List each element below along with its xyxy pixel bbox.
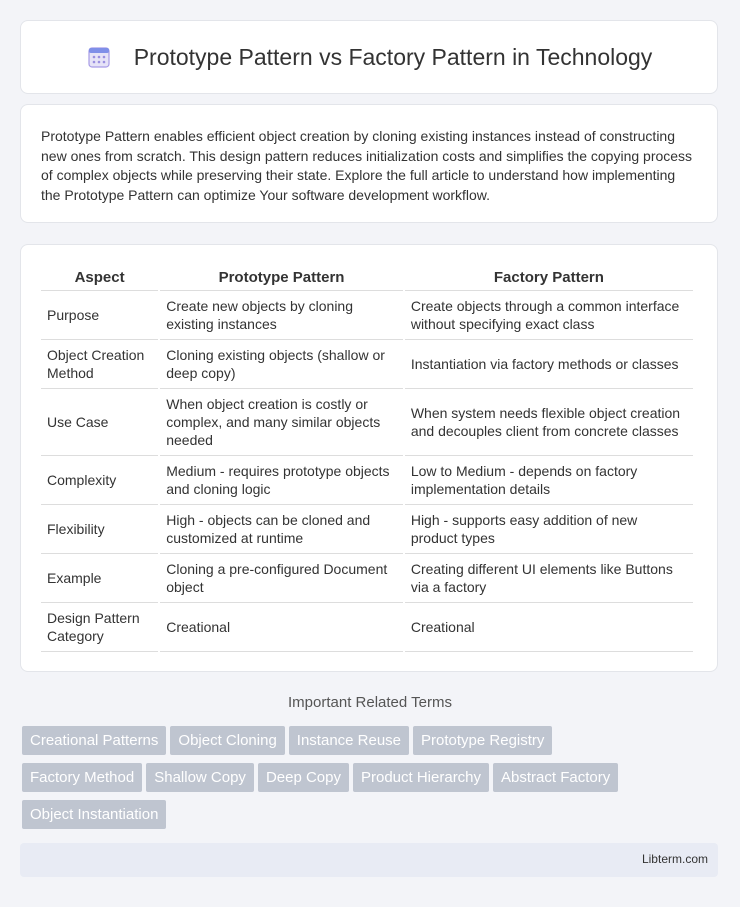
- row-aspect: Use Case: [41, 389, 158, 456]
- calendar-icon: [86, 44, 112, 70]
- table-row: [41, 389, 693, 456]
- page-title: Prototype Pattern vs Factory Pattern in Technology: [133, 43, 653, 70]
- related-terms-list: [22, 726, 722, 837]
- tag-prototype-registry[interactable]: Prototype Registry: [413, 726, 552, 755]
- row-aspect: Example: [41, 554, 158, 603]
- intro-text: Prototype Pattern enables efficient object creation by cloning existing instances instead of constructing new ones from scratch. This design pattern reduces initialization costs and simplifies the copying process of complex objects while preserving their state. Explore the full article to understand how implementing the Prototype Pattern can optimize Your software development workflow.: [41, 128, 693, 203]
- header-factory: Factory Pattern: [405, 265, 693, 291]
- row-prototype: High - objects can be cloned and customized at runtime: [160, 505, 403, 554]
- row-prototype: Medium - requires prototype objects and cloning logic: [160, 456, 403, 505]
- row-prototype: Cloning a pre-configured Document object: [160, 554, 403, 603]
- intro-card: [20, 104, 718, 223]
- header-aspect: Aspect: [41, 265, 158, 291]
- table-row: [41, 505, 693, 554]
- table-row: [41, 456, 693, 505]
- tag-deep-copy[interactable]: Deep Copy: [258, 763, 349, 792]
- row-aspect: Object Creation Method: [41, 340, 158, 389]
- tag-instance-reuse[interactable]: Instance Reuse: [289, 726, 409, 755]
- table-header-row: [41, 265, 693, 291]
- related-terms-title: Important Related Terms: [288, 694, 452, 711]
- table-row: [41, 554, 693, 603]
- row-prototype: Create new objects by cloning existing instances: [160, 291, 403, 340]
- comparison-table: [39, 265, 695, 652]
- table-row: [41, 603, 693, 652]
- row-aspect: Complexity: [41, 456, 158, 505]
- tag-product-hierarchy[interactable]: Product Hierarchy: [353, 763, 489, 792]
- row-factory: High - supports easy addition of new product types: [405, 505, 693, 554]
- row-factory: Create objects through a common interface without specifying exact class: [405, 291, 693, 340]
- footer: [20, 843, 718, 877]
- row-aspect: Design Pattern Category: [41, 603, 158, 652]
- tag-object-cloning[interactable]: Object Cloning: [170, 726, 284, 755]
- tag-shallow-copy[interactable]: Shallow Copy: [146, 763, 254, 792]
- row-prototype: Creational: [160, 603, 403, 652]
- row-prototype: When object creation is costly or complex, and many similar objects needed: [160, 389, 403, 456]
- comparison-card: [20, 244, 718, 672]
- row-factory: Low to Medium - depends on factory implementation details: [405, 456, 693, 505]
- tag-abstract-factory[interactable]: Abstract Factory: [493, 763, 618, 792]
- footer-site-link[interactable]: Libterm.com: [641, 852, 708, 866]
- title-card: [20, 20, 718, 94]
- tag-factory-method[interactable]: Factory Method: [22, 763, 142, 792]
- row-aspect: Flexibility: [41, 505, 158, 554]
- tag-creational-patterns[interactable]: Creational Patterns: [22, 726, 166, 755]
- row-factory: Instantiation via factory methods or classes: [405, 340, 693, 389]
- row-aspect: Purpose: [41, 291, 158, 340]
- tag-object-instantiation[interactable]: Object Instantiation: [22, 800, 166, 829]
- table-row: [41, 340, 693, 389]
- row-factory: When system needs flexible object creation and decouples client from concrete classes: [405, 389, 693, 456]
- table-row: [41, 291, 693, 340]
- row-prototype: Cloning existing objects (shallow or deep copy): [160, 340, 403, 389]
- row-factory: Creational: [405, 603, 693, 652]
- row-factory: Creating different UI elements like Buttons via a factory: [405, 554, 693, 603]
- header-prototype: Prototype Pattern: [160, 265, 403, 291]
